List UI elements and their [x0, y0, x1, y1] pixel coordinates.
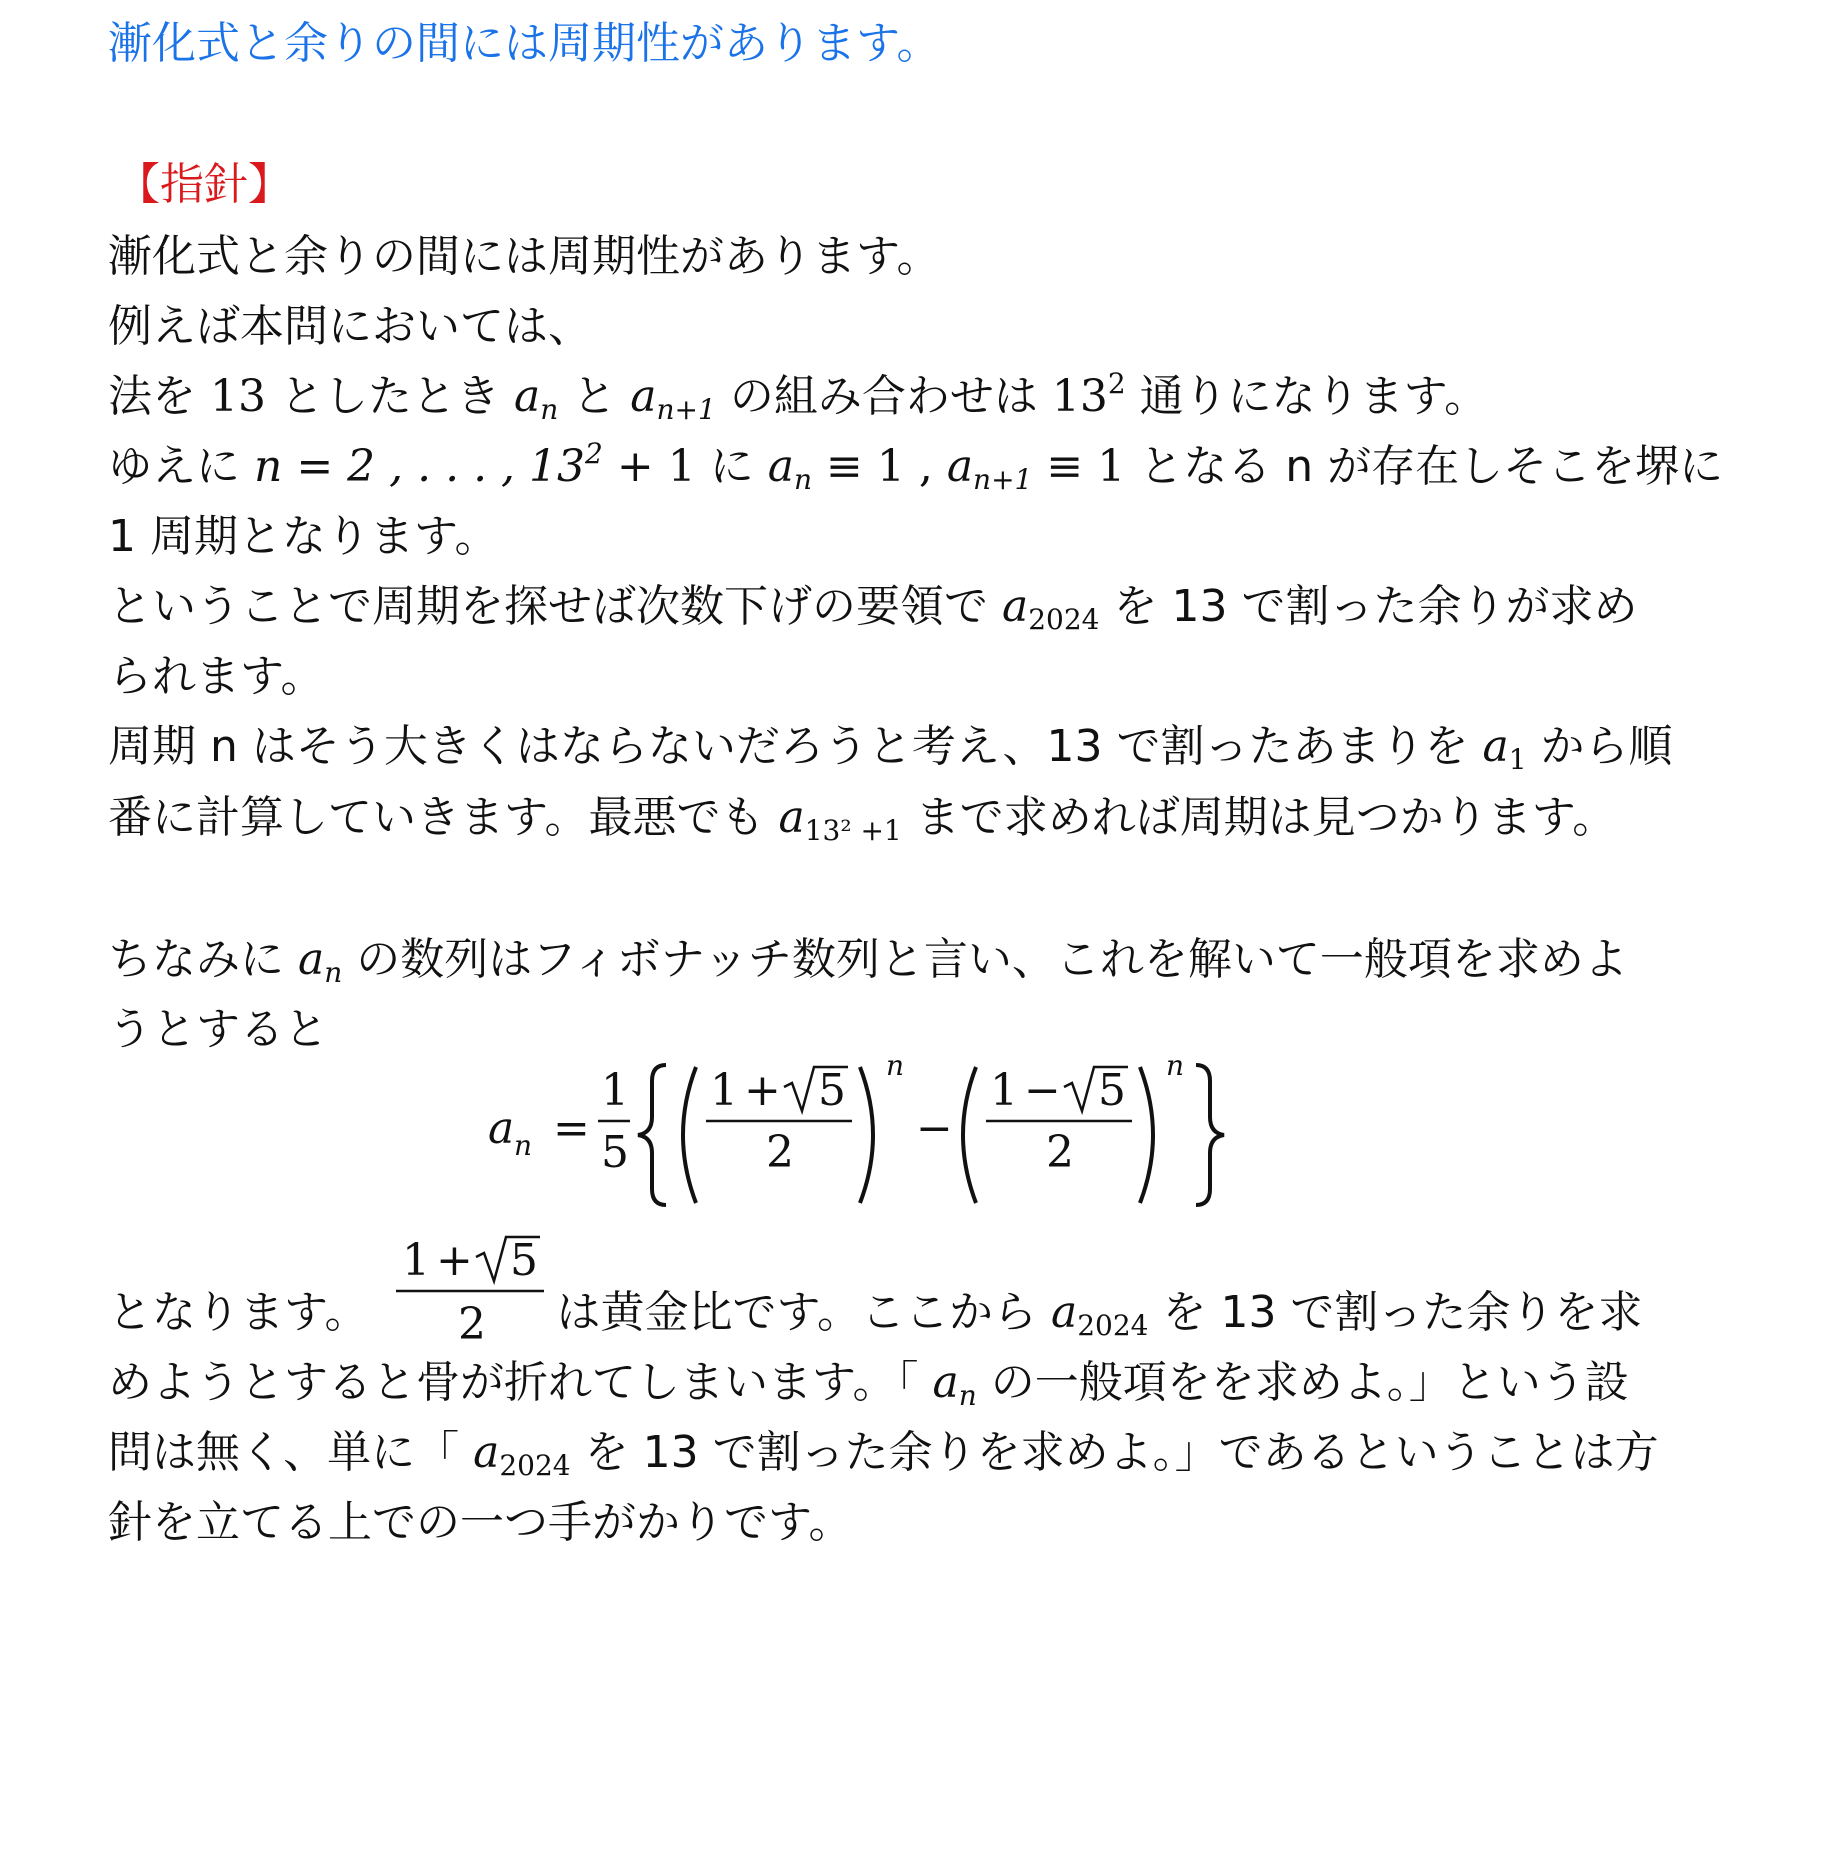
paragraph-line-15: 針を立てる上での一つ手がかりです。: [108, 1497, 853, 1548]
svg-text:−: −: [1024, 1065, 1061, 1116]
math-an: $a_n$: [514, 371, 559, 426]
paragraph-line-1: 漸化式と余りの間には周期性があります。: [108, 231, 941, 282]
svg-text:=: =: [553, 1103, 590, 1154]
paragraph-line-13: めようとすると骨が折れてしまいます。「 $a_n$ の一般項をを求めよ。」という設: [108, 1357, 1629, 1412]
svg-text:+: +: [436, 1235, 473, 1286]
svg-text:+: +: [744, 1065, 781, 1116]
svg-text:5: 5: [1098, 1065, 1126, 1116]
paragraph-line-11: うとすると: [108, 1004, 328, 1055]
svg-text:1: 1: [402, 1235, 430, 1286]
svg-text:5: 5: [601, 1127, 629, 1178]
svg-text:a: a: [488, 1103, 515, 1154]
svg-text:n: n: [1166, 1049, 1185, 1082]
paragraph-line-3: 法を 13 としたとき $a_n$ と $a_{n+1}$ の組み合わせは $13^2$ 通りになります。: [108, 367, 1489, 426]
golden-ratio-fraction: [388, 1225, 558, 1355]
paragraph-line-14: 問は無く、単に「 $a_{2024}$ を 13 で割った余りを求めよ。」であるということは方: [108, 1427, 1659, 1482]
paragraph-line-2: 例えば本問においては、: [108, 301, 592, 352]
svg-text:n: n: [514, 1129, 533, 1162]
svg-text:2: 2: [458, 1299, 486, 1350]
svg-text:1: 1: [601, 1065, 629, 1116]
math-an1: $a_{n+1}$: [630, 371, 716, 426]
svg-text:5: 5: [818, 1065, 846, 1116]
hint-label: 【指針】: [116, 159, 292, 210]
svg-text:1: 1: [710, 1065, 738, 1116]
paragraph-line-12: となります。 は黄金比です。ここから $a_{2024}$ を 13 で割った余りを求: [108, 1287, 1643, 1342]
math-seq: n = 2 , . . . , $13^2$: [254, 437, 603, 492]
paragraph-line-9: 番に計算していきます。最悪でも $a_{13^2 +1}$ まで求めれば周期は見つかります。: [108, 792, 1617, 847]
paragraph-line-10: ちなみに $a_n$ の数列はフィボナッチ数列と言い、これを解いて一般項を求めよ: [108, 934, 1628, 989]
svg-text:5: 5: [510, 1235, 538, 1286]
paragraph-line-7: られます。: [108, 651, 325, 702]
svg-text:2: 2: [766, 1127, 794, 1178]
svg-text:n: n: [886, 1049, 905, 1082]
math-13sq: $13^2$: [1051, 367, 1126, 422]
paragraph-line-5: 1 周期となります。: [108, 511, 499, 562]
paragraph-line-8: 周期 n はそう大きくはならないだろうと考え、13 で割ったあまりを $a_1$ から順: [108, 721, 1673, 776]
fibonacci-formula: [488, 1045, 1448, 1235]
paragraph-line-6: ということで周期を探せば次数下げの要領で $a_{2024}$ を 13 で割った余りが求め: [108, 581, 1638, 636]
svg-text:1: 1: [990, 1065, 1018, 1116]
svg-text:−: −: [916, 1103, 953, 1154]
paragraph-line-4: ゆえに n = 2 , . . . , $13^2 + 1$ に $a_n \equiv 1$ , $a_{n+1} \equiv 1$ となる n が存在しそこを堺に: [108, 437, 1724, 496]
heading: 漸化式と余りの間には周期性があります。: [108, 18, 941, 69]
svg-text:2: 2: [1046, 1127, 1074, 1178]
